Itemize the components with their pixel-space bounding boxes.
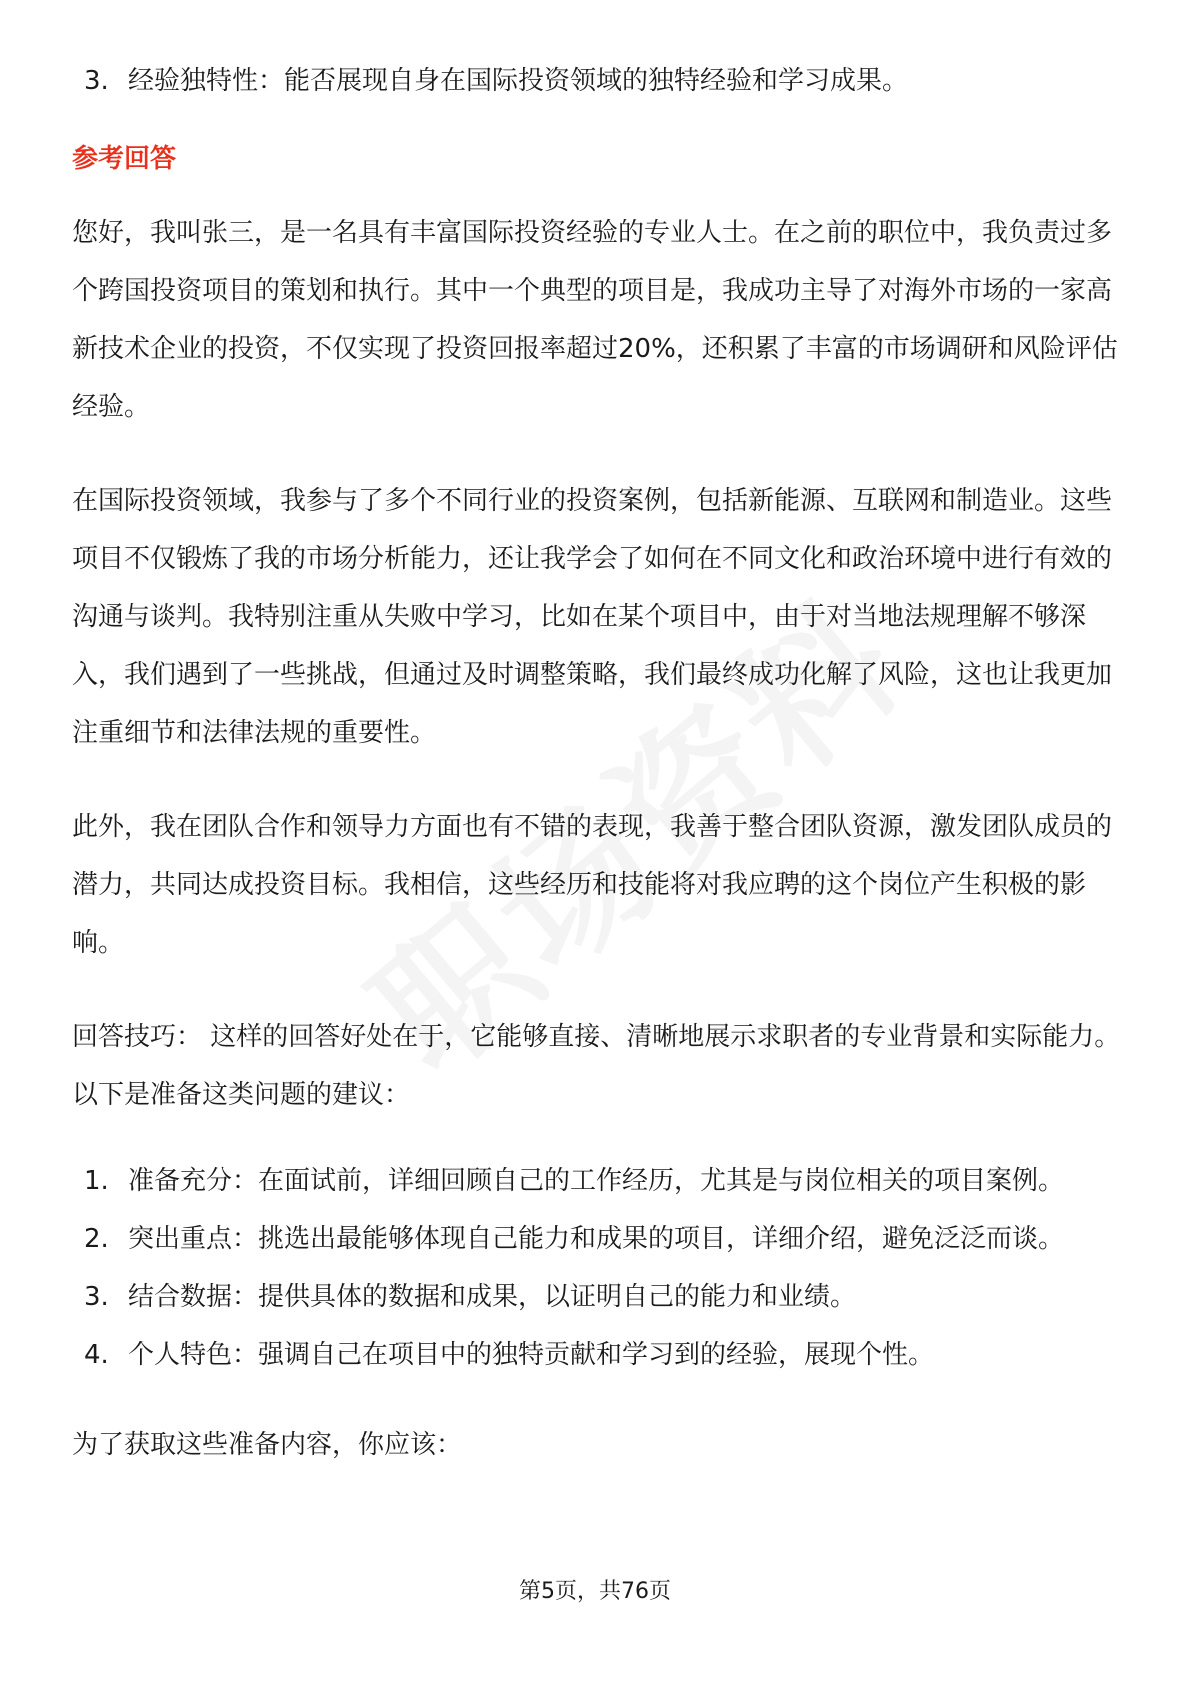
list-item <box>84 1210 1122 1268</box>
list-number: 1. <box>84 1166 109 1196</box>
list-text: 突出重点：挑选出最能够体现自己能力和成果的项目，详细介绍，避免泛泛而谈。 <box>128 1224 1065 1254</box>
paragraph-intro: 您好，我叫张三，是一名具有丰富国际投资经验的专业人士。在之前的职位中，我负责过多个跨国投资项目的策划和执行。其中一个典型的项目是，我成功主导了对海外市场的一家高新技术企业的投资，不仅实现了投资回报率超过20%，还积累了丰富的市场调研和风险评估经验。 <box>72 218 1118 422</box>
list-item <box>84 52 1122 110</box>
section-heading: 参考回答 <box>72 144 177 174</box>
list-number: 3. <box>84 1282 109 1312</box>
page-footer: 第5页，共76页 <box>519 1579 671 1604</box>
list-text: 个人特色：强调自己在项目中的独特贡献和学习到的经验，展现个性。 <box>128 1340 935 1370</box>
list-text: 准备充分：在面试前，详细回顾自己的工作经历，尤其是与岗位相关的项目案例。 <box>128 1166 1065 1196</box>
page-content <box>72 52 1122 1474</box>
list-item <box>84 1326 1122 1384</box>
list-item <box>84 1152 1122 1210</box>
list-text: 经验独特性：能否展现自身在国际投资领域的独特经验和学习成果。 <box>128 66 909 96</box>
paragraph-teamwork: 此外，我在团队合作和领导力方面也有不错的表现，我善于整合团队资源，激发团队成员的潜力，共同达成投资目标。我相信，这些经历和技能将对我应聘的这个岗位产生积极的影响。 <box>72 812 1113 958</box>
list-number: 4. <box>84 1340 109 1370</box>
paragraph-tips: 回答技巧： 这样的回答好处在于，它能够直接、清晰地展示求职者的专业背景和实际能力。以下是准备这类问题的建议： <box>72 1022 1121 1110</box>
closing-line: 为了获取这些准备内容，你应该： <box>72 1430 463 1460</box>
paragraph-experience: 在国际投资领域，我参与了多个不同行业的投资案例，包括新能源、互联网和制造业。这些项目不仅锻炼了我的市场分析能力，还让我学会了如何在不同文化和政治环境中进行有效的沟通与谈判。我特别注重从失败中学习，比如在某个项目中，由于对当地法规理解不够深入，我们遇到了一些挑战，但通过及时调整策略，我们最终成功化解了风险，这也让我更加注重细节和法律法规的重要性。 <box>72 486 1113 748</box>
list-text: 结合数据：提供具体的数据和成果，以证明自己的能力和业绩。 <box>128 1282 857 1312</box>
list-number: 2. <box>84 1224 109 1254</box>
tips-list <box>72 1152 1122 1384</box>
list-item <box>84 1268 1122 1326</box>
list-number: 3. <box>84 66 109 96</box>
